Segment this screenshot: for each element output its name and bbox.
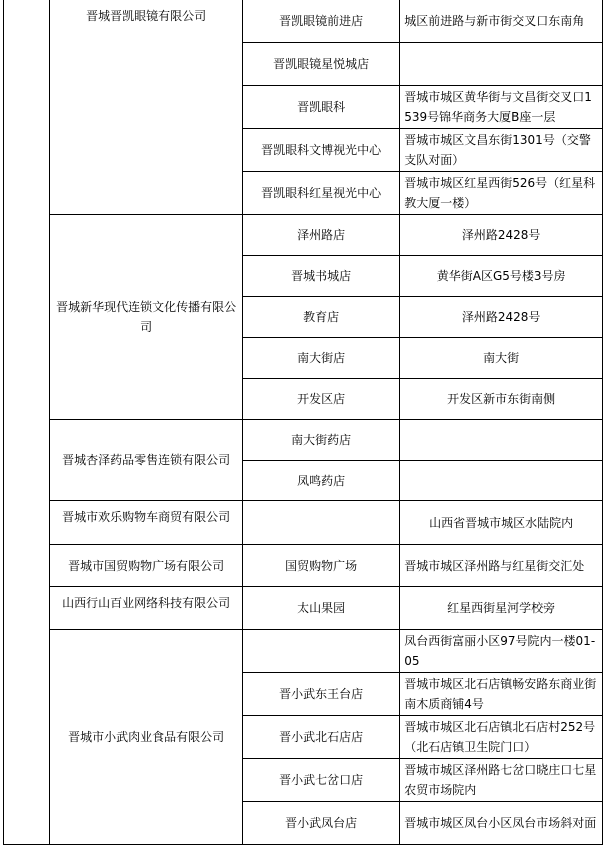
store-name: 晋凯眼科文博视光中心 (242, 129, 399, 172)
store-name: 晋小武七岔口店 (242, 759, 399, 802)
store-name: 晋凯眼科红星视光中心 (242, 172, 399, 215)
store-address (400, 420, 603, 461)
company-name: 晋城新华现代连锁文化传播有限公司 (50, 215, 243, 420)
store-address: 城区前进路与新市街交叉口东南角 (400, 0, 603, 43)
company-name: 晋城杏泽药品零售连锁有限公司 (50, 420, 243, 501)
store-address: 泽州路2428号 (400, 215, 603, 256)
store-address: 凤台西街富丽小区97号院内一楼01-05 (400, 630, 603, 673)
store-name: 晋凯眼镜前进店 (242, 0, 399, 43)
table-row (4, 501, 603, 545)
store-name: 晋小武凤台店 (242, 802, 399, 845)
store-address (400, 461, 603, 501)
store-address: 泽州路2428号 (400, 297, 603, 338)
store-name: 国贸购物广场 (242, 545, 399, 587)
store-address: 晋城市城区凤台小区凤台市场斜对面 (400, 802, 603, 845)
table-row (4, 0, 603, 43)
index-column (4, 0, 50, 845)
store-address: 红星西街星河学校旁 (400, 587, 603, 630)
store-address: 晋城市城区北石店镇北石店村252号（北石店镇卫生院门口） (400, 716, 603, 759)
store-table (3, 0, 603, 845)
company-name: 晋城晋凯眼镜有限公司 (50, 0, 243, 215)
table-row (4, 545, 603, 587)
company-name: 晋城市欢乐购物车商贸有限公司 (50, 501, 243, 545)
company-name: 晋城市小武肉业食品有限公司 (50, 630, 243, 845)
store-address: 黄华街A区G5号楼3号房 (400, 256, 603, 297)
store-address: 晋城市城区泽州路与红星街交汇处 (400, 545, 603, 587)
table-row (4, 420, 603, 461)
company-name: 山西行山百业网络科技有限公司 (50, 587, 243, 630)
store-name: 晋凯眼镜星悦城店 (242, 43, 399, 86)
store-name: 泽州路店 (242, 215, 399, 256)
store-name (242, 630, 399, 673)
company-name: 晋城市国贸购物广场有限公司 (50, 545, 243, 587)
store-name: 晋小武北石店店 (242, 716, 399, 759)
store-name: 南大街药店 (242, 420, 399, 461)
table-row (4, 215, 603, 256)
store-address: 晋城市城区红星西街526号（红星科教大厦一楼） (400, 172, 603, 215)
store-address: 晋城市城区黄华街与文昌街交叉口1539号锦华商务大厦B座一层 (400, 86, 603, 129)
store-address: 晋城市城区文昌东街1301号（交警支队对面） (400, 129, 603, 172)
store-name (242, 501, 399, 545)
store-name: 教育店 (242, 297, 399, 338)
store-name: 南大街店 (242, 338, 399, 379)
store-name: 凤鸣药店 (242, 461, 399, 501)
store-address: 山西省晋城市城区水陆院内 (400, 501, 603, 545)
store-address: 开发区新市东街南侧 (400, 379, 603, 420)
table-row (4, 587, 603, 630)
store-name: 开发区店 (242, 379, 399, 420)
store-name: 太山果园 (242, 587, 399, 630)
store-name: 晋城书城店 (242, 256, 399, 297)
store-address (400, 43, 603, 86)
store-name: 晋小武东王台店 (242, 673, 399, 716)
store-name: 晋凯眼科 (242, 86, 399, 129)
store-address: 晋城市城区泽州路七岔口晓庄口七星农贸市场院内 (400, 759, 603, 802)
store-address: 南大街 (400, 338, 603, 379)
table-row (4, 630, 603, 673)
store-address: 晋城市城区北石店镇畅安路东商业街南木质商铺4号 (400, 673, 603, 716)
